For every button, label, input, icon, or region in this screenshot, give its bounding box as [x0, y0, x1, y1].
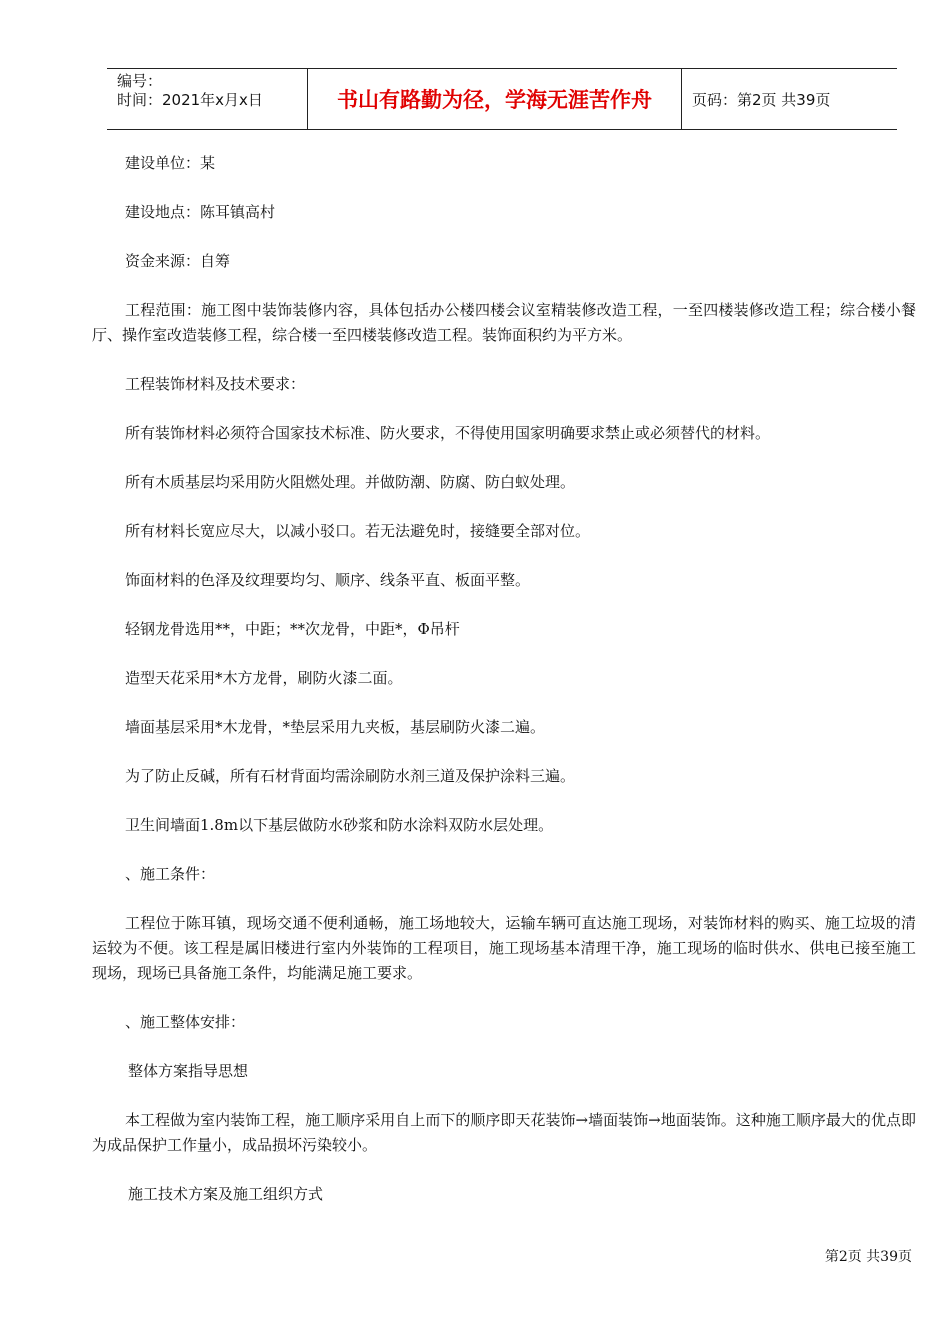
paragraph: 工程范围：施工图中装饰装修内容，具体包括办公楼四楼会议室精装修改造工程，一至四楼装修改造工程；综合楼小餐厅、操作室改造装修工程，综合楼一至四楼装修改造工程。装饰面积约为平方米。 [92, 301, 916, 344]
paragraph: 所有木质基层均采用防火阻燃处理。并做防潮、防腐、防白蚁处理。 [125, 473, 576, 491]
paragraph: 墙面基层采用*木龙骨，*垫层采用九夹板，基层刷防火漆二遍。 [125, 718, 546, 736]
subsection-heading: 整体方案指导思想 [128, 1062, 249, 1080]
section-heading: 、施工整体安排： [125, 1013, 246, 1031]
paragraph: 轻钢龙骨选用**，中距；**次龙骨，中距*，Φ吊杆 [125, 620, 460, 638]
paragraph: 建设地点：陈耳镇高村 [125, 203, 276, 221]
document-body [92, 151, 916, 1231]
paragraph: 饰面材料的色泽及纹理要均匀、顺序、线条平直、板面平整。 [125, 571, 531, 589]
paragraph: 工程位于陈耳镇，现场交通不便利通畅，施工场地较大，运输车辆可直达施工现场，对装饰材料的购买、施工垃圾的清运较为不便。该工程是属旧楼进行室内外装饰的工程项目，施工现场基本清理干净，施工现场的临时供水、供电已接至施工现场，现场已具备施工条件，均能满足施工要求。 [92, 914, 916, 982]
paragraph: 建设单位：某 [125, 154, 216, 172]
paragraph: 为了防止反碱，所有石材背面均需涂刷防水剂三道及保护涂料三遍。 [125, 767, 576, 785]
paragraph: 资金来源：自筹 [125, 252, 231, 270]
header-page-info: 页码：第2页 共39页 [692, 90, 831, 109]
paragraph: 卫生间墙面1.8m以下基层做防水砂浆和防水涂料双防水层处理。 [125, 816, 554, 834]
paragraph: 本工程做为室内装饰工程，施工顺序采用自上而下的顺序即天花装饰→墙面装饰→地面装饰。这种施工顺序最大的优点即为成品保护工作量小，成品损坏污染较小。 [92, 1111, 916, 1154]
paragraph: 造型天花采用*木方龙骨，刷防火漆二面。 [125, 669, 403, 687]
header-motto: 书山有路勤为径，学海无涯苦作舟 [308, 69, 682, 129]
section-heading: 工程装饰材料及技术要求： [125, 375, 306, 393]
page-footer: 第2页 共39页 [824, 1249, 912, 1265]
paragraph: 所有材料长宽应尽大，以减小驳口。若无法避免时，接缝要全部对位。 [125, 522, 591, 540]
document-number-label: 编号： [117, 72, 163, 90]
subsection-heading: 施工技术方案及施工组织方式 [128, 1185, 324, 1203]
header-meta-cell [107, 69, 308, 129]
document-header [107, 68, 897, 130]
section-heading: 、施工条件： [125, 865, 216, 883]
paragraph: 所有装饰材料必须符合国家技术标准、防火要求，不得使用国家明确要求禁止或必须替代的材料。 [125, 424, 771, 442]
document-time-label: 时间：2021年x月x日 [117, 91, 263, 109]
